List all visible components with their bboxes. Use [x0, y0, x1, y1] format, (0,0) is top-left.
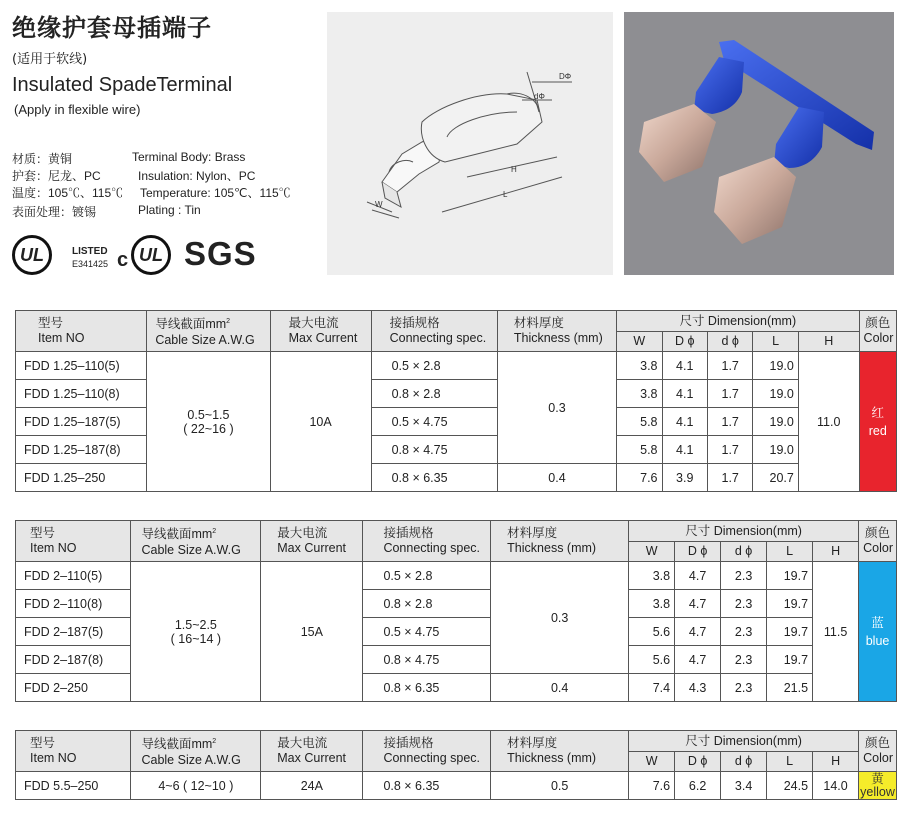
color-swatch-yellow: 黄 yellow	[860, 771, 895, 799]
terminal-drawing	[327, 12, 613, 275]
header-current: 最大电流 Max Current	[270, 311, 371, 352]
product-photo-svg	[624, 12, 894, 275]
listed-label: LISTED	[72, 246, 108, 257]
header-D: D ϕ	[675, 752, 721, 772]
header-connecting: 接插规格 Connecting spec.	[363, 731, 491, 772]
thickness-cell: 0.3	[491, 562, 629, 674]
header-w: W	[617, 332, 662, 352]
subtitle-en: (Apply in flexible wire)	[14, 102, 141, 117]
header-thickness: 材料厚度 Thickness (mm)	[491, 731, 629, 772]
table-row: FDD 1.25–110(5) 0.5~1.5 ( 22~16 ) 10A 0.5 × 2.8 0.3 3.8 4.1 1.7 19.0 11.0 红 red	[16, 352, 897, 380]
cable-size-cell: 1.5~2.5 ( 16~14 )	[131, 562, 261, 702]
current-cell: 10A	[270, 352, 371, 492]
h-cell: 11.5	[813, 562, 859, 702]
header-cable: 导线截面$mm^2$ Cable Size A.W.G	[131, 731, 261, 772]
table-row: FDD 2–110(8) 0.8 × 2.8 3.8 4.7 2.3 19.7	[16, 590, 897, 618]
table-row: FDD 2–187(5) 0.5 × 4.75 5.6 4.7 2.3 19.7	[16, 618, 897, 646]
page-title-cn: 绝缘护套母插端子	[12, 14, 212, 42]
h-cell: 11.0	[798, 352, 859, 492]
sgs-logo: SGS	[184, 235, 257, 272]
label-d: dΦ	[534, 92, 545, 101]
table-row: FDD 1.25–187(5) 0.5 × 4.75 5.8 4.1 1.7 19.0	[16, 408, 897, 436]
header-connecting: 接插规格 Connecting spec.	[363, 521, 491, 562]
header-H: H	[798, 332, 859, 352]
c-mark: c	[117, 249, 129, 271]
header-cable: 导线截面$mm^2$ Cable Size A.W.G	[147, 311, 270, 352]
header-w: W	[629, 542, 675, 562]
header-w: W	[629, 752, 675, 772]
header-dimension: 尺寸 Dimension(mm)	[617, 311, 859, 332]
spec-plating-cn: 表面处理：镀锡	[12, 205, 97, 219]
thickness-cell: 0.3	[497, 352, 616, 464]
header-H: H	[813, 542, 859, 562]
header-dimension: 尺寸 Dimension(mm)	[629, 731, 859, 752]
header-L: L	[767, 752, 813, 772]
spec-sleeve-cn: 护套：尼龙、PC	[12, 169, 101, 183]
table-row: FDD 1.25–250 0.8 × 6.35 0.4 7.6 3.9 1.7 20.7	[16, 464, 897, 492]
header-model: 型号 Item NO	[16, 311, 147, 352]
subtitle-cn: (适用于软线)	[12, 52, 88, 67]
header-dimension: 尺寸 Dimension(mm)	[629, 521, 859, 542]
header-color: 颜色 Color	[859, 311, 896, 352]
header-L: L	[753, 332, 798, 352]
header-current: 最大电流 Max Current	[261, 731, 363, 772]
header-model: 型号 Item NO	[16, 731, 131, 772]
current-cell: 15A	[261, 562, 363, 702]
label-D: DΦ	[559, 72, 572, 81]
page-title-en: Insulated SpadeTerminal	[12, 74, 233, 96]
header-L: L	[767, 542, 813, 562]
table-row: FDD 2–187(8) 0.8 × 4.75 5.6 4.7 2.3 19.7	[16, 646, 897, 674]
header-d: d ϕ	[721, 752, 767, 772]
spec-sleeve-en: Insulation: Nylon、PC	[138, 169, 256, 183]
cul-logo: UL	[131, 235, 171, 275]
header-color: 颜色 Color	[859, 521, 897, 562]
header-connecting: 接插规格 Connecting spec.	[371, 311, 497, 352]
table-row: FDD 1.25–110(8) 0.8 × 2.8 3.8 4.1 1.7 19.0	[16, 380, 897, 408]
spec-material-en: Terminal Body: Brass	[132, 150, 246, 164]
label-L: L	[503, 190, 508, 199]
spec-temp-en: Temperature: 105℃、115℃	[140, 186, 291, 200]
color-swatch-red: 红 red	[859, 352, 896, 492]
header-D: D ϕ	[662, 332, 707, 352]
table-row: FDD 1.25–187(8) 0.8 × 4.75 5.8 4.1 1.7 19.0	[16, 436, 897, 464]
header-model: 型号 Item NO	[16, 521, 131, 562]
listed-number: E341425	[72, 259, 109, 269]
spec-plating-en: Plating : Tin	[138, 203, 201, 217]
label-H: H	[511, 165, 517, 174]
spec-table-3	[15, 730, 897, 800]
spec-temp-cn: 温度：105℃、115℃	[12, 186, 124, 200]
header-thickness: 材料厚度 Thickness (mm)	[491, 521, 629, 562]
header-current: 最大电流 Max Current	[261, 521, 363, 562]
header-thickness: 材料厚度 Thickness (mm)	[497, 311, 616, 352]
table-row: FDD 5.5–250 4~6 ( 12~10 ) 24A 0.8 × 6.35 0.5 7.6 6.2 3.4 24.5 14.0 黄 yellow	[16, 772, 897, 800]
header-cable: 导线截面$mm^2$ Cable Size A.W.G	[131, 521, 261, 562]
terminal-drawing-svg	[327, 12, 613, 275]
ul-logo: UL	[12, 235, 52, 275]
table-row: FDD 2–250 0.8 × 6.35 0.4 7.4 4.3 2.3 21.5	[16, 674, 897, 702]
product-photo	[624, 12, 894, 275]
header-H: H	[813, 752, 859, 772]
header-d: d ϕ	[721, 542, 767, 562]
cable-size-cell: 0.5~1.5 ( 22~16 )	[147, 352, 270, 492]
header-d: d ϕ	[707, 332, 752, 352]
header-color: 颜色 Color	[859, 731, 897, 772]
spec-material-cn: 材质：黄铜	[12, 152, 73, 166]
header-D: D ϕ	[675, 542, 721, 562]
spec-table-2	[15, 520, 897, 702]
color-swatch-blue: 蓝 blue	[859, 562, 897, 702]
table-row: FDD 2–110(5) 1.5~2.5 ( 16~14 ) 15A 0.5 × 2.8 0.3 3.8 4.7 2.3 19.7 11.5 蓝 blue	[16, 562, 897, 590]
spec-table-1	[15, 310, 897, 492]
label-W: W	[375, 200, 383, 209]
